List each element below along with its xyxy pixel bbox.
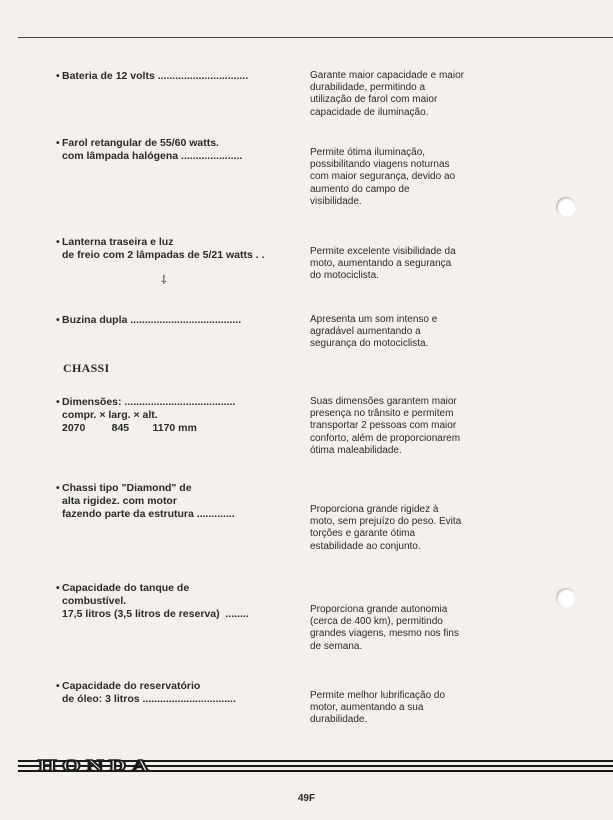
bullet-icon: • <box>56 70 60 82</box>
top-rule <box>18 37 613 38</box>
honda-logo: HONDA <box>38 756 155 775</box>
feature-description: Permite melhor lubrificação do motor, aumentando a sua durabilidade. <box>310 690 446 726</box>
feature-label: • Bateria de 12 volts ............................... <box>56 70 249 82</box>
feature-description: Proporciona grande rigidez à moto, sem prejuízo do peso. Evita torções e garante ótima estabilidade ao conjunto. <box>310 504 462 552</box>
feature-description: Permite ótima iluminação, possibilitando viagens noturnas com maior segurança, devido ao aumento do campo de visibilidade. <box>310 147 456 207</box>
honda-logo-band <box>18 756 613 775</box>
feature-label: • Capacidade do reservatório de óleo: 3 litros ................................ <box>56 680 236 705</box>
feature-description: Suas dimensões garantem maior presença no trânsito e permitem transportar 2 pessoas com maior conforto, além de proporcionarem ótima maleabilidade. <box>310 396 461 456</box>
feature-label: • Buzina dupla ...................................... <box>56 314 242 326</box>
bullet-icon: • <box>56 582 60 594</box>
section-heading: CHASSI <box>63 361 110 375</box>
punch-hole <box>556 588 576 608</box>
page-number: 49F <box>297 793 316 804</box>
stray-mark: ⸸ <box>161 273 167 287</box>
bullet-icon: • <box>56 314 60 326</box>
bullet-icon: • <box>56 137 60 149</box>
feature-description: Garante maior capacidade e maior durabilidade, permitindo a utilização de farol com maior capacidade de iluminação. <box>310 70 464 118</box>
punch-hole <box>556 197 576 217</box>
feature-label: • Farol retangular de 55/60 watts. com lâmpada halógena ..................... <box>56 137 243 162</box>
feature-label: • Dimensões: ...................................... compr. × larg. × alt. 2070 845 1170 mm <box>56 396 236 434</box>
feature-label: • Lanterna traseira e luz de freio com 2 lâmpadas de 5/21 watts . . <box>56 236 265 261</box>
bullet-icon: • <box>56 680 60 692</box>
bullet-icon: • <box>56 396 60 408</box>
feature-description: Proporciona grande autonomia (cerca de 400 km), permitindo grandes viagens, mesmo nos fins de semana. <box>310 604 459 652</box>
feature-description: Permite excelente visibilidade da moto, aumentando a segurança do motociclista. <box>310 246 456 282</box>
bullet-icon: • <box>56 482 60 494</box>
feature-label: • Capacidade do tanque de combustível. 17,5 litros (3,5 litros de reserva) ........ <box>56 582 249 620</box>
bullet-icon: • <box>56 236 60 248</box>
feature-label: • Chassi tipo "Diamond" de alta rigidez. com motor fazendo parte da estrutura ............. <box>56 482 235 520</box>
feature-description: Apresenta um som intenso e agradável aumentando a segurança do motociclista. <box>310 314 438 350</box>
